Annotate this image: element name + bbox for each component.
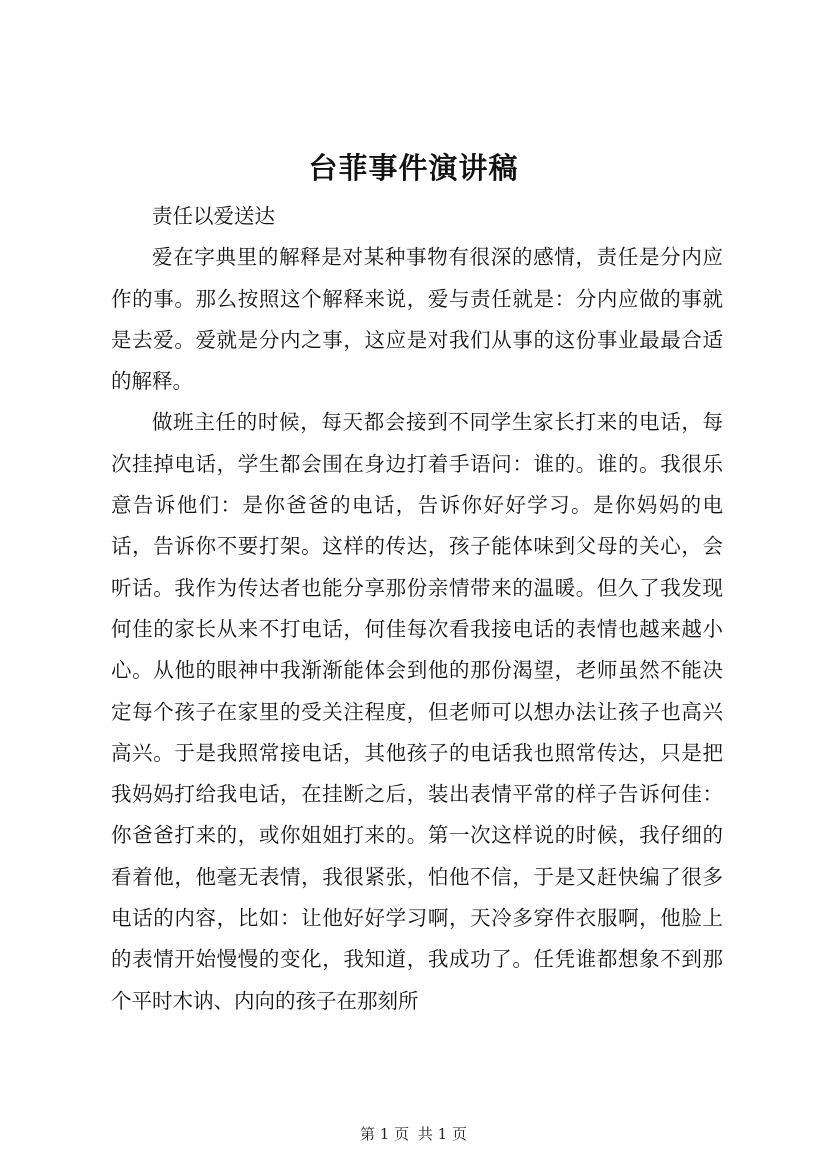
- page-total: 共 1 页: [417, 1125, 467, 1143]
- document-title: 台菲事件演讲稿: [308, 151, 519, 185]
- page-number: 第 1 页: [360, 1125, 410, 1143]
- subtitle-paragraph: 责任以爱送达: [152, 204, 275, 228]
- document-body: [111, 196, 723, 1022]
- body-paragraph: 做班主任的时候，每天都会接到不同学生家长打来的电话，每次挂掉电话，学生都会围在身边打着手语问：谁的。谁的。我很乐意告诉他们：是你爸爸的电话，告诉你好好学习。是你妈妈的电话，告诉你不要打架。这样的传达，孩子能体味到父母的关心，会听话。我作为传达者也能分享那份亲情带来的温暖。但久了我发现何佳的家长从来不打电话，何佳每次看我接电话的表情也越来越小心。从他的眼神中我渐渐能体会到他的那份渴望，老师虽然不能决定每个孩子在家里的受关注程度，但老师可以想办法让孩子也高兴高兴。于是我照常接电话，其他孩子的电话我也照常传达，只是把我妈妈打给我电话，在挂断之后，装出表情平常的样子告诉何佳：你爸爸打来的，或你姐姐打来的。第一次这样说的时候，我仔细的看着他，他毫无表情，我很紧张，怕他不信，于是又赶快编了很多电话的内容，比如：让他好好学习啊，天冷多穿件衣服啊，他脸上的表情开始慢慢的变化，我知道，我成功了。任凭谁都想象不到那个平时木讷、内向的孩子在那刻所: [111, 410, 723, 1013]
- body-paragraph: 爱在字典里的解释是对某种事物有很深的感情，责任是分内应作的事。那么按照这个解释来说，爱与责任就是：分内应做的事就是去爱。爱就是分内之事，这应是对我们从事的这份事业最最合适的解释。: [111, 245, 723, 394]
- page-footer: [0, 1124, 827, 1144]
